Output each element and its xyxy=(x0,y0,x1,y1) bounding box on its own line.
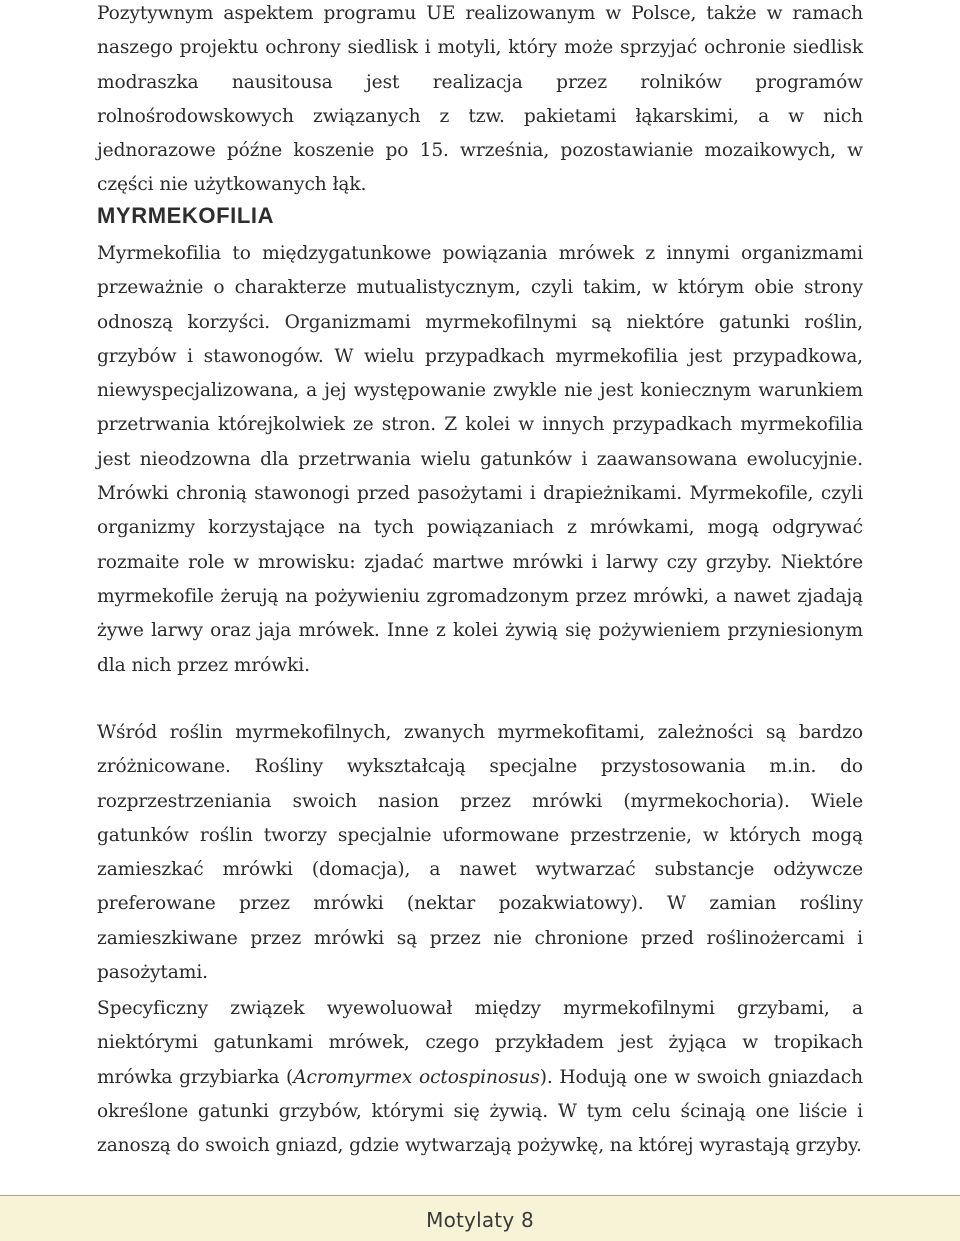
footer-page-label: Motylaty 8 xyxy=(426,1208,534,1232)
paragraph-myrmekofilia-definition: Myrmekofilia to międzygatunkowe powiązania mrówek z innymi organizmami przeważnie o charakterze mutualistycznym, czyli takim, w którym obie strony odnoszą korzyści. Organizmami myrmekofilnymi są niektóre gatunki roślin, grzybów i stawonogów. W wielu przypadkach myrmekofilia jest przypadkowa, niewyspecjalizowana, a jej występowanie zwykle nie jest koniecznym warunkiem przetrwania którejkolwiek ze stron. Z kolei w innych przypadkach myrmekofilia jest nieodzowna dla przetrwania wielu gatunków i zaawansowana ewolucyjnie. Mrówki chronią stawonogi przed pasożytami i drapieżnikami. Myrmekofile, czyli organizmy korzystające na tych powiązaniach z mrówkami, mogą odgrywać rozmaite role w mrowisku: zjadać martwe mrówki i larwy czy grzyby. Niektóre myrmekofile żerują na pożywieniu zgromadzonym przez mrówki, a nawet zjadają żywe larwy oraz jaja mrówek. Inne z kolei żywią się pożywieniem przyniesionym dla nich przez mrówki. xyxy=(97,243,863,676)
paragraph-text-part: Specyficzny związek wyewoluował między myrmekofilnymi grzybami, a niektórymi gatunkami mrówek, czego przykładem jest żyjąca w tropikach mrówka grzybiarka ( xyxy=(97,998,863,1088)
paragraph-myrmekofity: Wśród roślin myrmekofilnych, zwanych myrmekofitami, zależności są bardzo zróżnicowane. Rośliny wykształcają specjalne przystosowania m.in. do rozprzestrzeniania swoich nasion przez mrówki (myrmekochoria). Wiele gatunków roślin tworzy specjalnie uformowane przestrzenie, w których mogą zamieszkać mrówki (domacja), a nawet wytwarzać substancje odżywcze preferowane przez mrówki (nektar pozakwiatowy). W zamian rośliny zamieszkiwane przez mrówki są przez nie chronione przed roślinożercami i pasożytami. xyxy=(97,722,863,984)
page-footer xyxy=(0,1195,960,1241)
species-name: Acromyrmex octospinosus xyxy=(293,1066,540,1088)
section-heading: MYRMEKOFILIA xyxy=(97,203,275,228)
paragraph-fungus-ants xyxy=(97,992,863,1163)
paragraph-text-part: ). Hodują one w swoich gniazdach określone gatunki grzybów, którymi się żywią. W tym celu ścinają one liście i zanoszą do swoich gniazd, gdzie wytwarzają pożywkę, na której wyrastają grzyby. xyxy=(97,1066,863,1157)
intro-paragraph: Pozytywnym aspektem programu UE realizowanym w Polsce, także w ramach naszego projektu ochrony siedlisk i motyli, który może sprzyjać ochronie siedlisk modraszka nausitousa jest realizacja przez rolników programów rolnośrodowskowych związanych z tzw. pakietami łąkarskimi, a w nich jednorazowe późne koszenie po 15. września, pozostawianie mozaikowych, w części nie użytkowanych łąk. xyxy=(97,3,863,196)
